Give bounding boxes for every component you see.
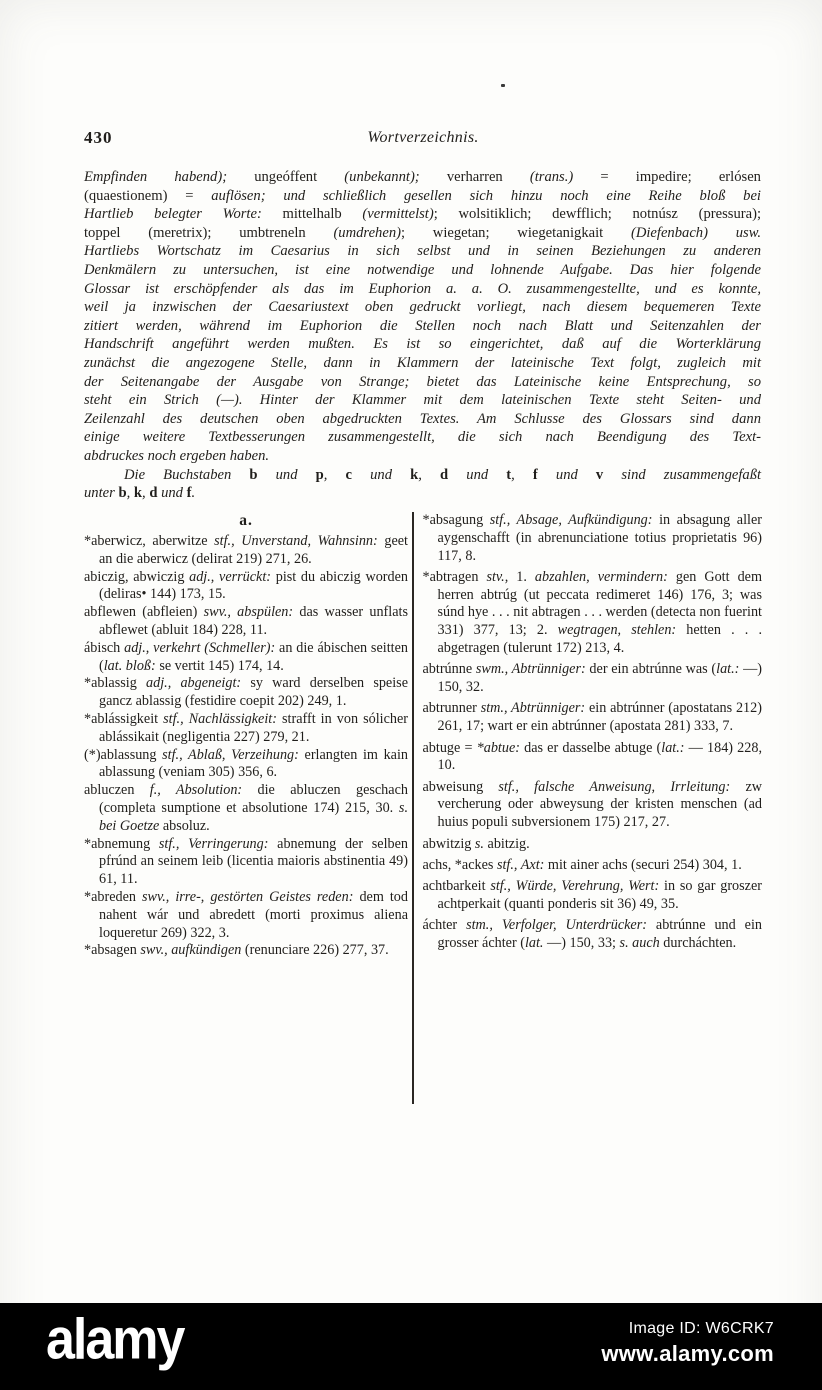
text-segment: und: [352, 466, 411, 483]
text-segment: mittelhalb: [282, 206, 363, 223]
text-segment: abdruckes noch ergeben haben.: [84, 447, 270, 464]
text-segment: Denkmälern zu untersuchen, ist eine notwendige und lohnende Aufgabe. Das hier folgende: [84, 261, 761, 278]
text-segment: k: [410, 466, 419, 483]
text-segment: f., Absolution:: [149, 782, 258, 799]
text-segment: toppel (meretrix); umbtreneln: [84, 224, 334, 241]
intro-line: [84, 428, 761, 447]
glossary-entry: [423, 878, 763, 914]
glossary-entry: [423, 569, 763, 658]
text-segment: strafft in von sólicher ablássikait (negligentia 227) 279, 21.: [99, 710, 409, 745]
glossary-entry: [84, 569, 408, 605]
text-segment: b: [249, 466, 258, 483]
glossary-entry: [84, 533, 408, 569]
intro-paragraph: [84, 168, 761, 503]
glossary-entry: [423, 700, 763, 736]
text-segment: lat.:: [716, 661, 744, 678]
glossary-entry: [423, 917, 763, 953]
text-segment: swv., irre-, gestörten Geistes reden:: [142, 888, 360, 905]
glossary-entry: [84, 604, 408, 640]
glossary-column-right: [414, 512, 763, 956]
text-segment: und: [448, 466, 507, 483]
text-segment: adj., abgeneigt:: [146, 675, 251, 692]
text-segment: *abtragen: [422, 568, 487, 585]
text-segment: stf., Nachlässigkeit:: [163, 710, 283, 727]
text-segment: b: [118, 485, 127, 502]
text-segment: abluczen: [84, 782, 150, 799]
text-segment: ,: [511, 466, 533, 483]
text-segment: stm., Abtrünniger:: [480, 700, 589, 717]
text-segment: f: [532, 466, 538, 483]
alamy-url-text: www.alamy.com: [601, 1341, 774, 1366]
text-segment: *ablássigkeit: [84, 710, 164, 727]
text-segment: lat. bloß:: [103, 657, 160, 674]
text-segment: und: [157, 485, 187, 502]
glossary-entries-right: [423, 512, 763, 953]
text-segment: pist du abiczig worden (deliras• 144) 173, 15.: [99, 568, 408, 603]
text-segment: Empfinden habend);: [84, 169, 255, 185]
text-segment: stf., falsche Anweisung, Irrleitung:: [498, 778, 746, 795]
text-segment: stf., Verringerung:: [158, 835, 278, 852]
text-segment: abzahlen, vermindern:: [534, 568, 676, 585]
text-segment: t: [506, 466, 512, 483]
text-segment: áchter: [422, 917, 467, 934]
intro-line: [84, 391, 761, 410]
text-segment: lat.: [524, 935, 548, 952]
text-segment: (unbekannt);: [344, 169, 447, 185]
text-segment: achtbarkeit: [422, 878, 491, 895]
intro-line: [84, 298, 761, 317]
text-segment: stv.,: [486, 568, 517, 585]
text-segment: abitzig.: [487, 835, 530, 852]
text-segment: die abluczen geschach (completa sumptione et absolutione 174) 215, 30.: [99, 782, 408, 816]
text-segment: absoluz.: [162, 817, 210, 834]
text-segment: p: [315, 466, 324, 483]
alamy-logo: alamy: [46, 1308, 184, 1372]
text-segment: abtrunner: [422, 700, 481, 717]
text-segment: zw vercherung oder abweysung der kristen menschen (ad huius populi subversionem 175) 217, 27.: [437, 778, 762, 831]
text-segment: abtrúnne und ein grosser áchter (: [437, 917, 763, 952]
intro-line: [84, 168, 761, 187]
text-segment: swv., aufkündigen: [140, 942, 245, 959]
running-title: Wortverzeichnis.: [367, 129, 479, 146]
section-heading-a: a.: [239, 512, 253, 529]
text-segment: d: [149, 485, 158, 502]
text-segment: ábisch: [84, 639, 125, 656]
text-segment: (quaestionem) =: [84, 187, 212, 204]
text-segment: der Seitenangabe der Ausgabe von Strange; bietet das Lateinische keine Entsprechung, so: [84, 373, 761, 390]
text-segment: ,: [126, 485, 134, 502]
text-segment: zunächst die angezogene Stelle, dann in Klammern der lateinische Text folgt, zugleich mit: [84, 354, 761, 371]
glossary-entries-left: [84, 533, 408, 960]
text-segment: das wasser unflats abflewet (abluit 184) 228, 11.: [99, 604, 408, 638]
text-segment: stf., Absage, Aufkündigung:: [489, 512, 660, 528]
page-number: 430: [84, 128, 113, 147]
text-segment: wegtragen, stehlen:: [557, 622, 687, 639]
scan-speck: [501, 84, 505, 87]
text-segment: Zeilenzahl des deutschen oben abgedruckten Textes. Am Schlusse des Glossars sind dann: [84, 410, 761, 427]
text-segment: adj., verkehrt (Schmeller):: [124, 639, 280, 656]
text-segment: k: [133, 485, 143, 502]
text-segment: (vermittelst): [362, 206, 434, 223]
text-segment: 1.: [516, 568, 535, 585]
text-segment: einige weitere Textbesserungen zusammengestellt, die sich nach Beendigung des Text-: [84, 429, 761, 446]
glossary-entry: [423, 661, 763, 697]
glossary-entry: [84, 782, 408, 835]
intro-line: [84, 205, 761, 224]
text-segment: *abnemung: [84, 835, 159, 852]
text-segment: abtuge =: [422, 739, 477, 756]
text-segment: stf., Unverstand, Wahnsinn:: [214, 533, 385, 549]
text-segment: swm., Abtrünniger:: [475, 661, 590, 678]
text-segment: Hartliebs Wortschatz im Caesarius in sich selbst und in seinen Beziehungen zu anderen: [84, 243, 761, 260]
text-segment: *aberwicz, aberwitze: [84, 533, 215, 549]
intro-line: [84, 335, 761, 354]
text-segment: achs, *ackes: [422, 856, 497, 873]
text-segment: *absagung: [422, 512, 490, 528]
text-segment: lat.:: [661, 739, 689, 756]
glossary-column-left: [84, 512, 408, 960]
text-segment: .: [191, 485, 196, 502]
text-segment: *absagen: [84, 942, 141, 959]
text-segment: ,: [418, 466, 441, 483]
intro-line: [84, 447, 761, 466]
text-segment: stf., Würde, Verehrung, Wert:: [490, 878, 665, 895]
image-id-text: Image ID: W6CRK7: [628, 1320, 774, 1337]
glossary-entry: [423, 857, 763, 875]
alamy-watermark-bar: [0, 1303, 822, 1390]
intro-line: [84, 484, 761, 503]
text-segment: dem tod nahent wár und abredett (morti proximus aliena loqueretur 269) 322, 3.: [99, 888, 408, 941]
intro-line: [84, 410, 761, 429]
text-segment: *abtue:: [476, 739, 525, 756]
intro-line: [84, 261, 761, 280]
intro-line: [84, 280, 761, 299]
glossary-entry: [84, 889, 408, 942]
text-segment: der ein abtrúnne was (: [589, 661, 717, 678]
text-segment: (*)ablassung: [84, 746, 163, 763]
text-segment: weil ja inzwischen der Caesariustext oben gedruckt vorliegt, nach diesem bequemeren Texte: [84, 299, 761, 316]
text-segment: swv., abspülen:: [203, 604, 300, 621]
text-segment: —) 150, 33;: [547, 935, 620, 952]
text-segment: abnemung der selben pfrúnd an seinem leib (licentia maioris abstinentia 49) 61, 11.: [99, 835, 408, 888]
glossary-entry: [84, 640, 408, 676]
text-segment: in absagung aller aygenschafft (in abrenunciatione totius proprietatis 96) 117, 8.: [437, 512, 763, 564]
intro-line: [84, 466, 761, 485]
text-segment: (Diefenbach) usw.: [630, 224, 761, 241]
text-segment: und: [537, 466, 596, 483]
text-segment: ,: [323, 466, 346, 483]
text-segment: geet an die aberwicz (delirat 219) 271, 26.: [99, 533, 408, 567]
text-segment: mit ainer achs (securi 254) 304, 1.: [547, 856, 742, 873]
text-segment: ; wiegetan; wiegetanigkait: [400, 224, 631, 241]
intro-line: [84, 242, 761, 261]
text-segment: abweisung: [422, 778, 499, 795]
glossary-entry: [423, 740, 763, 776]
text-segment: *abreden: [84, 888, 142, 905]
text-segment: adj., verrückt:: [189, 568, 276, 585]
text-segment: —) 150, 32.: [437, 661, 763, 696]
glossary-entry: [423, 836, 763, 854]
text-segment: — 184) 228, 10.: [437, 739, 762, 774]
intro-line: [84, 187, 761, 206]
glossary-entry: [423, 779, 763, 832]
glossary-section: [84, 512, 762, 1104]
glossary-entry: [84, 942, 408, 960]
text-segment: steht ein Strich (—). Hinter der Klammer mit dem lateinischen Texte steht Seiten- und: [84, 392, 761, 409]
text-segment: unter: [84, 485, 119, 502]
text-segment: ungeóffent: [254, 169, 345, 185]
text-segment: durcháchten.: [663, 935, 737, 952]
intro-line: [84, 317, 761, 336]
glossary-entry: [84, 747, 408, 783]
text-segment: d: [440, 466, 449, 483]
text-segment: stf., Axt:: [496, 856, 548, 873]
text-segment: *ablassig: [84, 675, 147, 692]
text-segment: zitiert werden, während im Euphorion die Stellen noch nach Blatt und Seitenzahlen der: [84, 317, 761, 334]
text-segment: in so gar groszer achtperkait (quanti ponderis sit 36) 49, 35.: [437, 878, 762, 912]
text-segment: und: [257, 466, 316, 483]
text-segment: hetten . . . abgetragen (tulerunt 172) 213, 4.: [437, 622, 762, 657]
text-segment: auflösen; und schließlich gesellen sich hinzu noch eine Reihe bloß bei: [211, 187, 761, 204]
text-segment: Hartlieb belegter Worte:: [84, 206, 283, 223]
text-segment: das er dasselbe abtuge (: [524, 739, 662, 756]
text-segment: erlangten im kain ablassung (veniam 305) 356, 6.: [99, 746, 409, 781]
text-segment: verharren: [446, 169, 530, 185]
text-segment: stm., Verfolger, Unterdrücker:: [466, 917, 656, 934]
text-segment: v: [595, 466, 604, 483]
glossary-entry: [84, 675, 408, 711]
page-header: [84, 128, 762, 152]
text-segment: sy ward derselben speise gancz ablassig (festidire coepit 202) 249, 1.: [99, 675, 408, 710]
text-segment: Handschrift angeführt werden mußten. Es ist so eingerichtet, daß auf die Worterklärung: [84, 336, 761, 353]
text-segment: Glossar ist erschöpfender als das im Euphorion a. a. O. zusammengestellte, und es konnte,: [84, 280, 761, 297]
glossary-entry: [84, 836, 408, 889]
intro-line: [84, 373, 761, 392]
text-segment: abtrúnne: [422, 661, 476, 678]
text-segment: gen Gott dem herren abtrúg (ut peccata redimeret 146) 176, 3; was súnd hye . . . nit abtragen . . . werden (detecta non fuerint 331) 377, 13; 2.: [437, 568, 762, 639]
text-segment: s.: [474, 835, 488, 852]
intro-line: [84, 354, 761, 373]
text-segment: c: [345, 466, 353, 483]
text-segment: s. auch: [619, 935, 664, 952]
text-segment: abflewen (abfleien): [84, 604, 204, 621]
text-segment: abiczig, abwiczig: [84, 568, 190, 585]
text-segment: (renunciare 226) 277, 37.: [244, 942, 389, 959]
glossary-entry: [423, 512, 763, 565]
text-segment: ; wolsitiklich; dewfflich; notnúsz (pressura);: [433, 206, 761, 223]
text-segment: Die Buchstaben: [124, 466, 250, 483]
text-segment: stf., Ablaß, Verzeihung:: [162, 746, 305, 763]
text-segment: sind zusammengefaßt: [603, 466, 762, 483]
text-segment: abwitzig: [422, 835, 475, 852]
text-segment: ,: [142, 485, 150, 502]
text-segment: se vertit 145) 174, 14.: [159, 657, 284, 674]
intro-line: [84, 224, 761, 243]
alamy-meta: [601, 1320, 774, 1367]
text-segment: = impedire; erlósen: [600, 169, 761, 185]
text-segment: (trans.): [529, 169, 601, 185]
text-segment: s. bei Goetze: [99, 799, 408, 834]
text-segment: (umdrehen): [333, 224, 401, 241]
text-segment: an die ábischen seitten (: [99, 639, 408, 674]
glossary-entry: [84, 711, 408, 747]
text-segment: ein abtrúnner (apostatans 212) 261, 17; wart er ein abtrúnner (apostata 281) 333, 7.: [437, 700, 762, 735]
text-segment: f: [186, 485, 192, 502]
